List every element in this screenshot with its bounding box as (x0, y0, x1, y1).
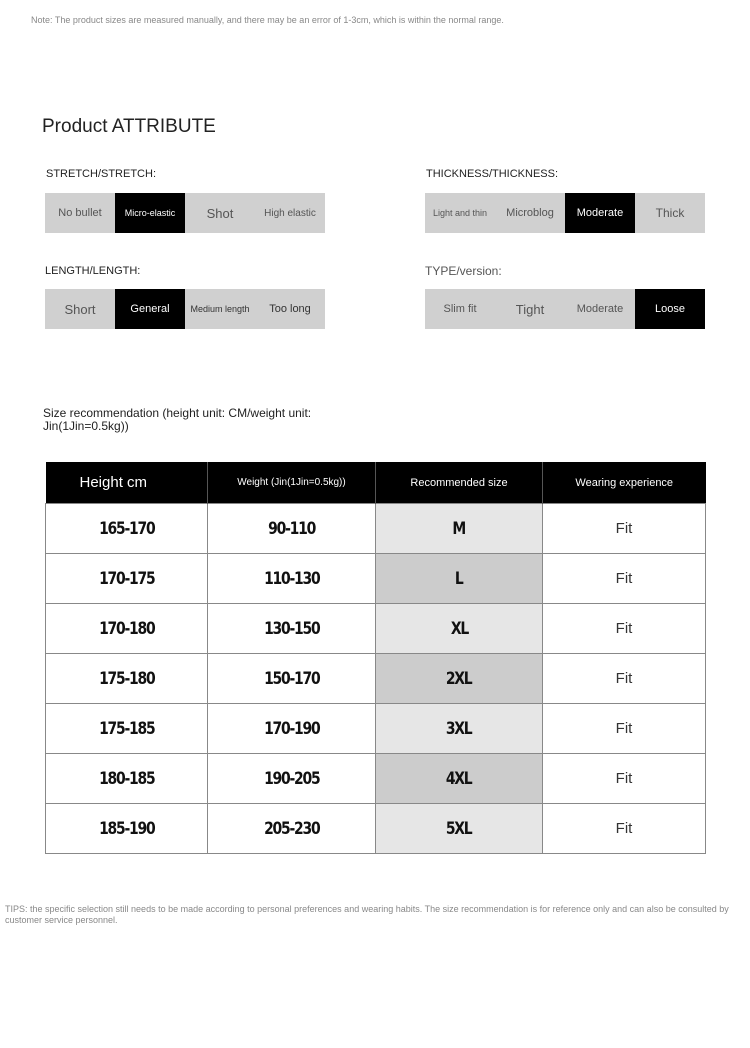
product-attribute-title: Product ATTRIBUTE (42, 116, 216, 137)
size-recommendation-caption: Size recommendation (height unit: CM/weight unit: Jin(1Jin=0.5kg)) (43, 406, 312, 433)
size-table-header (46, 462, 706, 504)
table-row (46, 754, 706, 804)
type-label: TYPE/version: (425, 264, 502, 278)
measurement-note: Note: The product sizes are measured manually, and there may be an error of 1-3cm, which is within the normal range. (31, 15, 504, 25)
weight-cell: 205-230 (208, 804, 376, 854)
header-height: Height cm (46, 462, 208, 504)
thickness-option: Microblog (506, 207, 554, 219)
table-row (46, 604, 706, 654)
weight-cell: 130-150 (208, 604, 376, 654)
size-cell: 4XL (376, 754, 543, 804)
type-option: Moderate (576, 303, 624, 315)
height-cell: 170-175 (46, 554, 208, 604)
experience-cell: Fit (543, 504, 706, 554)
weight-cell: 90-110 (208, 504, 376, 554)
experience-cell: Fit (543, 704, 706, 754)
length-option: Medium length (190, 304, 250, 314)
length-label: LENGTH/LENGTH: (45, 265, 141, 277)
height-cell: 170-180 (46, 604, 208, 654)
table-row (46, 554, 706, 604)
type-option: Tight (515, 301, 545, 317)
experience-cell: Fit (543, 754, 706, 804)
experience-cell: Fit (543, 804, 706, 854)
stretch-option: Shot (206, 205, 234, 221)
height-cell: 165-170 (46, 504, 208, 554)
size-table (45, 462, 706, 854)
length-selector (45, 289, 325, 329)
type-selector (425, 289, 705, 329)
experience-cell: Fit (543, 554, 706, 604)
table-row (46, 654, 706, 704)
size-cell: 2XL (376, 654, 543, 704)
table-row (46, 704, 706, 754)
thickness-option: Moderate (565, 193, 635, 233)
stretch-selector (45, 193, 325, 233)
table-row (46, 804, 706, 854)
weight-cell: 110-130 (208, 554, 376, 604)
length-option: General (115, 289, 185, 329)
size-cell: L (376, 554, 543, 604)
thickness-label: THICKNESS/THICKNESS: (426, 168, 559, 180)
size-cell: M (376, 504, 543, 554)
thickness-option: Light and thin (432, 208, 488, 218)
type-option: Loose (635, 289, 705, 329)
height-cell: 180-185 (46, 754, 208, 804)
table-row (46, 504, 706, 554)
stretch-label: STRETCH/STRETCH: (46, 168, 156, 180)
size-cell: XL (376, 604, 543, 654)
weight-cell: 150-170 (208, 654, 376, 704)
thickness-option: Thick (655, 206, 685, 220)
type-option: Slim fit (443, 303, 477, 315)
height-cell: 175-180 (46, 654, 208, 704)
header-weight: Weight (Jin(1Jin=0.5kg)) (208, 462, 376, 504)
size-cell: 3XL (376, 704, 543, 754)
height-cell: 185-190 (46, 804, 208, 854)
height-cell: 175-185 (46, 704, 208, 754)
size-cell: 5XL (376, 804, 543, 854)
stretch-option: No bullet (58, 207, 102, 219)
length-option: Short (64, 301, 96, 317)
header-recommended-size: Recommended size (376, 462, 543, 504)
tips-note: TIPS: the specific selection still needs to be made according to personal preferences and wearing habits. The size recommendation is for reference only and can also be consulted by customer service personnel. (5, 904, 729, 925)
experience-cell: Fit (543, 604, 706, 654)
experience-cell: Fit (543, 654, 706, 704)
stretch-option: Micro-elastic (115, 193, 185, 233)
stretch-option: High elastic (264, 207, 316, 219)
weight-cell: 190-205 (208, 754, 376, 804)
length-option: Too long (269, 303, 311, 315)
weight-cell: 170-190 (208, 704, 376, 754)
thickness-selector (425, 193, 705, 233)
header-wearing-experience: Wearing experience (543, 462, 706, 504)
